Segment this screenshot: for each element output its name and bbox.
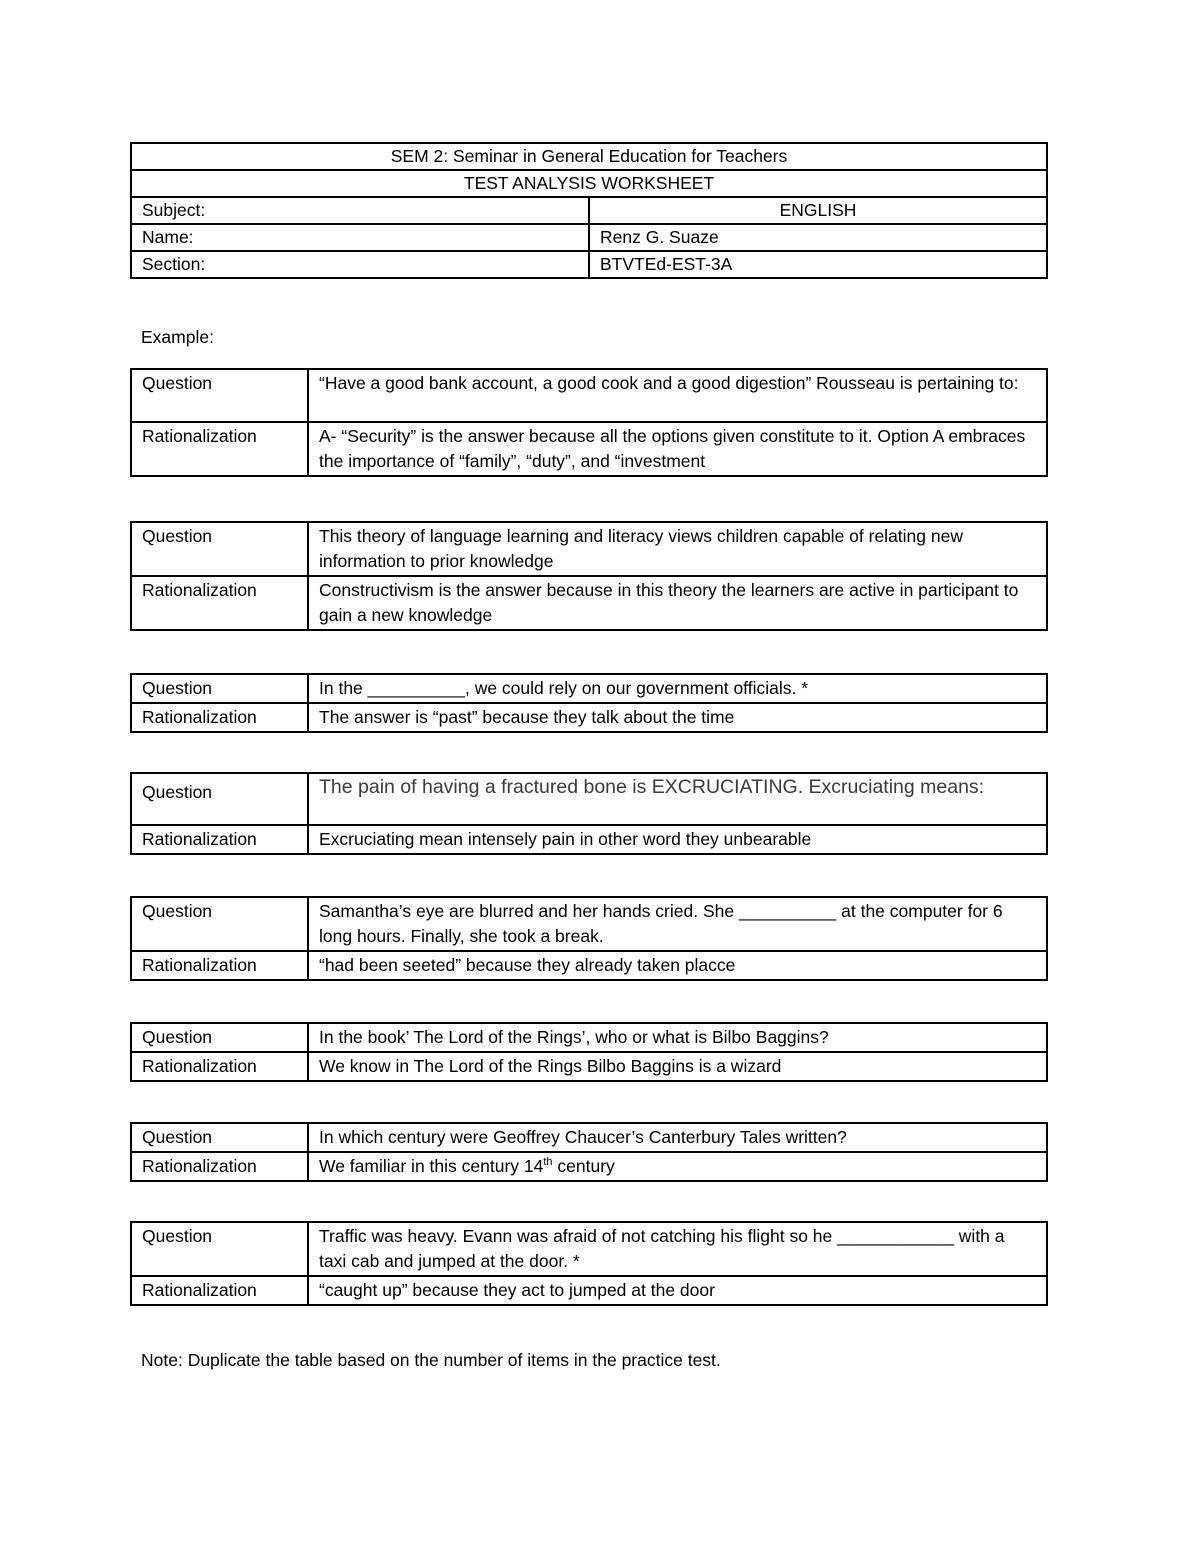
rationalization-label: Rationalization xyxy=(131,422,308,476)
rationalization-label: Rationalization xyxy=(131,703,308,732)
question-label: Question xyxy=(131,1123,308,1152)
header-table xyxy=(130,142,1048,279)
item-table xyxy=(130,673,1048,733)
item-table xyxy=(130,772,1048,855)
rationalization-label: Rationalization xyxy=(131,576,308,630)
item-table xyxy=(130,521,1048,631)
question-label: Question xyxy=(131,369,308,422)
item-table xyxy=(130,368,1048,477)
rationalization-label: Rationalization xyxy=(131,1152,308,1181)
question-text: This theory of language learning and literacy views children capable of relating new information to prior knowledge xyxy=(308,522,1047,576)
rationalization-label: Rationalization xyxy=(131,1276,308,1305)
rationalization-text: The answer is “past” because they talk about the time xyxy=(308,703,1047,732)
example-label: Example: xyxy=(141,327,214,347)
question-label: Question xyxy=(131,897,308,951)
question-text: Samantha’s eye are blurred and her hands cried. She __________ at the computer for 6 long hours. Finally, she took a break. xyxy=(308,897,1047,951)
name-value: Renz G. Suaze xyxy=(589,224,1047,251)
rationalization-text: “had been seeted” because they already taken placce xyxy=(308,951,1047,980)
item-table xyxy=(130,1221,1048,1306)
question-text: Traffic was heavy. Evann was afraid of not catching his flight so he ____________ with a taxi cab and jumped at the door. * xyxy=(308,1222,1047,1276)
rationalization-suffix: century xyxy=(552,1156,615,1176)
question-text: The pain of having a fractured bone is EXCRUCIATING. Excruciating means: xyxy=(308,773,1047,825)
rationalization-label: Rationalization xyxy=(131,1052,308,1081)
subject-label: Subject: xyxy=(131,197,589,224)
section-value: BTVTEd-EST-3A xyxy=(589,251,1047,278)
rationalization-text: A- “Security” is the answer because all the options given constitute to it. Option A embraces the importance of “family”, “duty”, and “investment xyxy=(308,422,1047,476)
rationalization-text: Constructivism is the answer because in this theory the learners are active in participant to gain a new knowledge xyxy=(308,576,1047,630)
rationalization-prefix: We familiar in this century 14 xyxy=(319,1156,544,1176)
subject-value: ENGLISH xyxy=(589,197,1047,224)
question-text: “Have a good bank account, a good cook and a good digestion” Rousseau is pertaining to: xyxy=(308,369,1047,422)
worksheet-title: TEST ANALYSIS WORKSHEET xyxy=(131,170,1047,197)
item-table xyxy=(130,1022,1048,1082)
question-text: In which century were Geoffrey Chaucer’s Canterbury Tales written? xyxy=(308,1123,1047,1152)
question-label: Question xyxy=(131,674,308,703)
rationalization-text: We know in The Lord of the Rings Bilbo Baggins is a wizard xyxy=(308,1052,1047,1081)
ordinal-suffix: th xyxy=(543,1156,553,1169)
section-label: Section: xyxy=(131,251,589,278)
rationalization-text: Excruciating mean intensely pain in other word they unbearable xyxy=(308,825,1047,854)
rationalization-label: Rationalization xyxy=(131,951,308,980)
item-table xyxy=(130,896,1048,981)
question-label: Question xyxy=(131,1222,308,1276)
question-text: In the __________, we could rely on our government officials. * xyxy=(308,674,1047,703)
note-text: Note: Duplicate the table based on the number of items in the practice test. xyxy=(141,1350,721,1370)
question-label: Question xyxy=(131,522,308,576)
rationalization-text xyxy=(308,1152,1047,1181)
item-table xyxy=(130,1122,1048,1182)
name-label: Name: xyxy=(131,224,589,251)
question-text: In the book’ The Lord of the Rings’, who or what is Bilbo Baggins? xyxy=(308,1023,1047,1052)
question-label: Question xyxy=(131,1023,308,1052)
rationalization-text: “caught up” because they act to jumped at the door xyxy=(308,1276,1047,1305)
course-title: SEM 2: Seminar in General Education for Teachers xyxy=(131,143,1047,170)
question-label: Question xyxy=(131,773,308,825)
rationalization-label: Rationalization xyxy=(131,825,308,854)
